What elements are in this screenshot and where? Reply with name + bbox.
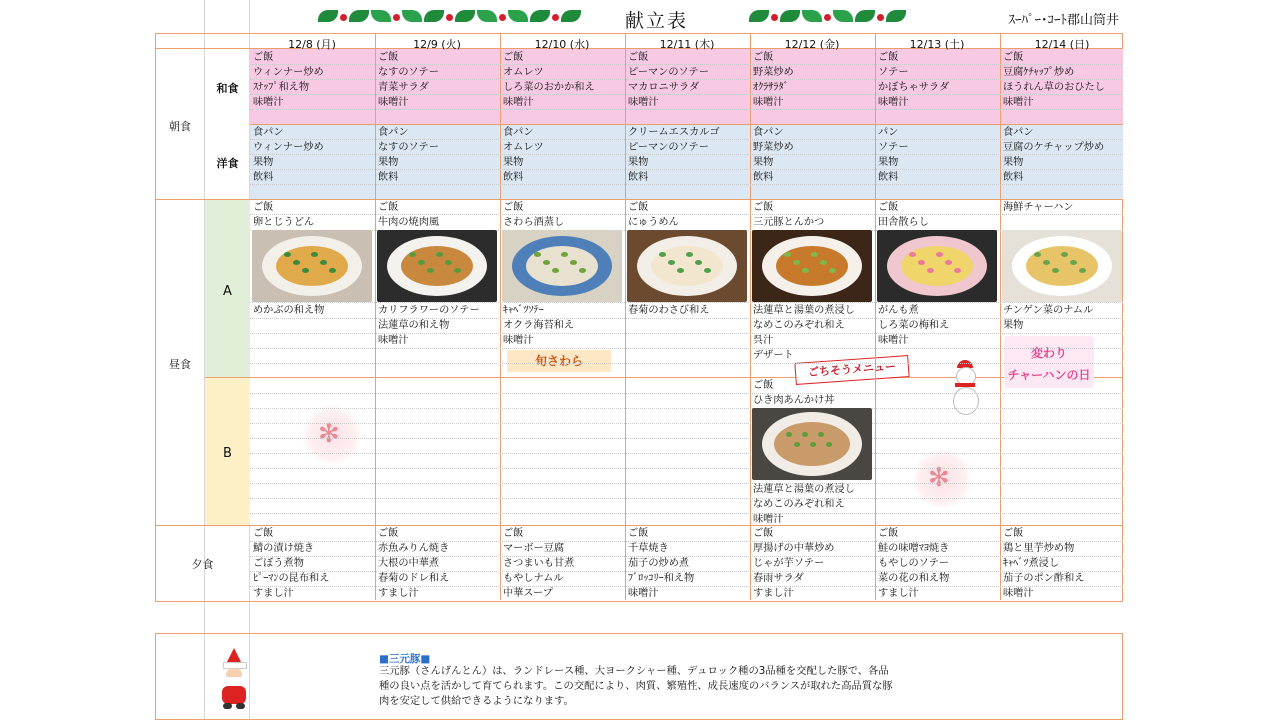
menu-item: ご飯 [878,202,899,213]
menu-item [253,348,373,363]
menu-item [253,333,373,348]
breakfast-wa-cell [628,50,748,110]
type-label-wa: 和食 [216,82,239,95]
type-label-yo: 洋食 [216,157,239,170]
menu-item: 鮭の味噌ﾏﾖ焼き [878,543,950,554]
menu-item: しろ菜の梅和え [878,320,950,331]
ankake-don-photo [752,408,872,480]
menu-item: じゃが芋ソテー [753,558,825,569]
meal-label-dinner: 夕食 [191,558,214,571]
lunch-a-top-cell [878,200,998,230]
menu-item: 飲料 [753,172,774,183]
menu-item: 茄子のポン酢和え [1003,573,1085,584]
lunch-a-top-cell [1003,200,1123,230]
menu-item: 法蓮草の和え物 [378,320,450,331]
menu-item: 法蓮草と湯葉の煮浸し [753,484,855,495]
menu-item: クリームエスカルゴ [628,127,720,138]
lunch-a-bottom-cell [753,303,873,363]
menu-item: ピーマンのソテー [628,142,709,153]
menu-item: ひき肉あんかけ丼 [753,395,835,406]
menu-item: カリフラワーのソテー [378,305,480,316]
menu-item: チンゲン菜のナムル [1003,305,1094,316]
note-line: 種の良い点を活かして育てられます。この交配により、肉質、繁殖性、成長速度のバランスが取れた高品質な豚 [379,680,893,692]
nyumen-photo [627,230,747,302]
menu-item: 飲料 [253,172,274,183]
menu-item: 茄子の炒め煮 [628,558,690,569]
menu-item: 果物 [878,157,899,168]
menu-item: 春菊のドレ和え [378,573,450,584]
breakfast-wa-cell [503,50,623,110]
dinner-cell [628,526,748,601]
menu-item: 千草焼き [628,543,669,554]
date-header: 12/8 (月) [288,38,336,51]
note-heading: ■三元豚■ [379,653,431,665]
menu-item: 田舎散らし [878,217,929,228]
menu-item: 味噌汁 [1003,97,1034,108]
menu-item: 厚揚げの中華炒め [753,543,835,554]
date-header: 12/14 (日) [1034,38,1090,51]
page-title: 献立表 [625,10,689,32]
menu-item: ごぼう煮物 [253,558,304,569]
snowflake-icon: ✻ [912,449,972,509]
menu-item: ｵｸﾗｻﾗﾀﾞ [753,82,789,93]
menu-item: オクラ海苔和え [503,320,575,331]
menu-item: ご飯 [503,52,524,63]
menu-item: マカロニサラダ [628,82,700,93]
menu-item: 味噌汁 [878,97,909,108]
yakiniku-photo [377,230,497,302]
menu-item: 赤魚みりん焼き [378,543,450,554]
menu-item: ｽﾅｯﾌﾟ和え物 [253,82,310,93]
menu-item: ソテー [878,67,909,78]
date-header: 12/9 (火) [413,38,461,51]
dinner-cell [1003,526,1123,601]
menu-item: 味噌汁 [878,335,909,346]
breakfast-wa-cell [1003,50,1123,110]
menu-item: ご飯 [378,202,399,213]
menu-item: しろ菜のおかか和え [503,82,595,93]
menu-item: なめこのみぞれ和え [753,320,845,331]
menu-item: 青菜サラダ [378,82,429,93]
menu-item: ご飯 [753,380,774,391]
menu-item: ご飯 [1003,528,1024,539]
badge-shun-sawara: 旬さわら [507,350,611,372]
menu-item: ご飯 [503,202,524,213]
santa-icon [218,648,250,710]
breakfast-wa-cell [378,50,498,110]
menu-item: ご飯 [378,52,399,63]
lunch-b-fri-top-cell [753,378,873,408]
lunch-a-bottom-cell [1003,303,1123,363]
menu-item: 卵とじうどん [253,217,315,228]
menu-item: にゅうめん [628,217,679,228]
menu-item: すまし汁 [253,588,294,599]
menu-item: 豆腐ｹﾁｬｯﾌﾟ炒め [1003,67,1075,78]
menu-item: ﾌﾞﾛｯｺﾘｰ和え物 [628,573,695,584]
menu-item: ｷｬﾍﾞﾂ煮浸し [1003,558,1060,569]
menu-item: 鯖の漬け焼き [253,543,315,554]
menu-item: 味噌汁 [253,97,284,108]
menu-item: 海鮮チャーハン [1003,202,1074,213]
menu-item: ご飯 [253,202,274,213]
menu-item: 法蓮草と湯葉の煮浸し [753,305,855,316]
menu-item: ご飯 [628,528,649,539]
menu-item: 飲料 [878,172,899,183]
menu-item: ご飯 [878,52,899,63]
menu-item: ピーマンのソテー [628,67,709,78]
menu-item: 果物 [1003,320,1024,331]
menu-item [253,318,373,333]
menu-item: 飲料 [1003,172,1024,183]
menu-item: もやしのソテー [878,558,950,569]
lunch-a-bottom-cell [628,303,748,363]
menu-item: ご飯 [878,528,899,539]
menu-item: 牛肉の焼肉風 [378,217,440,228]
menu-item [628,333,748,348]
menu-item: ご飯 [1003,52,1024,63]
note-body [379,664,893,709]
breakfast-yo-cell [628,125,748,185]
menu-item: 中華スープ [503,588,553,599]
menu-item: 味噌汁 [753,514,784,525]
menu-item: 味噌汁 [628,588,659,599]
breakfast-wa-cell [878,50,998,110]
lunch-a-top-cell [503,200,623,230]
menu-item: 味噌汁 [503,335,534,346]
sawara-photo [502,230,622,302]
dinner-cell [253,526,373,601]
menu-item: ご飯 [628,202,649,213]
menu-item: ウィンナー炒め [253,67,324,78]
menu-item: ご飯 [753,528,774,539]
note-line: 三元豚（さんげんとん）は、ランドレース種、大ヨークシャー種、デュロック種の3品種を交配した豚で、各品 [379,665,889,677]
menu-item: 飲料 [503,172,524,183]
menu-item: 食パン [753,127,784,138]
store-name: ｽｰﾊﾟｰ･ｺｰﾄ郡山筒井 [1008,13,1119,28]
menu-item: 味噌汁 [628,97,659,108]
menu-item [878,348,998,363]
holly-decoration-right [749,6,906,28]
menu-item: 食パン [503,127,534,138]
type-label-a: A [223,284,232,299]
date-header: 12/12 (金) [784,38,840,51]
menu-item: ご飯 [753,52,774,63]
menu-item: すまし汁 [378,588,419,599]
menu-item: 果物 [378,157,399,168]
menu-item: 野菜炒め [753,67,794,78]
lunch-a-top-cell [628,200,748,230]
menu-item: 呉汁 [753,335,774,346]
menu-item [628,348,748,363]
snowflake-icon: ✻ [302,405,362,465]
menu-item: 飲料 [628,172,649,183]
dinner-cell [378,526,498,601]
menu-item: 果物 [753,157,774,168]
menu-item: ウィンナー炒め [253,142,324,153]
menu-item: ご飯 [753,202,774,213]
fried-rice-photo [1002,230,1122,302]
menu-item: 果物 [253,157,274,168]
menu-item: 味噌汁 [503,97,534,108]
lunch-a-bottom-cell [378,303,498,363]
menu-item: ご飯 [253,52,274,63]
lunch-a-top-cell [253,200,373,230]
lunch-a-bottom-cell [878,303,998,363]
menu-item: ご飯 [503,528,524,539]
lunch-a-bottom-cell [503,303,623,363]
menu-item: なすのソテー [378,142,439,153]
menu-item: パン [878,127,899,138]
type-label-b: B [223,446,232,461]
menu-item: めかぶの和え物 [253,305,325,316]
menu-item: ソテー [878,142,909,153]
holly-decoration-left [318,6,581,28]
menu-item [1003,333,1123,348]
breakfast-yo-cell [503,125,623,185]
breakfast-yo-cell [1003,125,1123,185]
date-header: 12/11 (木) [659,38,715,51]
menu-item: なすのソテー [378,67,439,78]
lunch-a-bottom-cell [253,303,373,363]
menu-item: 野菜炒め [753,142,794,153]
menu-item: ご飯 [628,52,649,63]
menu-item: 三元豚とんかつ [753,217,825,228]
menu-item: 食パン [1003,127,1034,138]
menu-sheet [155,0,1123,720]
menu-item: 味噌汁 [378,97,409,108]
menu-item: さつまいも甘煮 [503,558,575,569]
menu-item: 鶏と里芋炒め物 [1003,543,1075,554]
menu-item: 食パン [253,127,284,138]
menu-item: 味噌汁 [378,335,409,346]
menu-item: 果物 [503,157,524,168]
menu-item: 菜の花の和え物 [878,573,950,584]
lunch-a-top-cell [753,200,873,230]
menu-item: がんも煮 [878,305,919,316]
breakfast-yo-cell [878,125,998,185]
menu-item: ｷｬﾍﾞﾂｿﾃｰ [503,305,544,316]
menu-item: 大根の中華煮 [378,558,440,569]
menu-item: 春菊のわさび和え [628,305,710,316]
menu-item: オムレツ [503,67,544,78]
badge-gochiso-menu: ごちそうメニュー [794,355,909,385]
menu-item [628,318,748,333]
dinner-cell [753,526,873,601]
note-line: 肉を安定して供給できるようになります。 [379,695,574,707]
breakfast-yo-cell [378,125,498,185]
menu-item: デザート [753,350,794,361]
breakfast-yo-cell [253,125,373,185]
menu-item: さわら酒蒸し [503,217,565,228]
menu-item: ほうれん草のおひたし [1003,82,1105,93]
tonkatsu-photo [752,230,872,302]
lunch-a-top-cell [378,200,498,230]
menu-item: ご飯 [253,528,274,539]
dinner-cell [503,526,623,601]
menu-item [503,348,623,363]
date-header: 12/13 (土) [909,38,965,51]
breakfast-wa-cell [253,50,373,110]
menu-item: 飲料 [378,172,399,183]
menu-item: なめこのみぞれ和え [753,499,845,510]
lunch-b-fri-bottom-cell [753,482,873,527]
menu-item [1003,348,1123,363]
menu-item: 果物 [628,157,649,168]
menu-item: ﾋﾟｰﾏﾝの昆布和え [253,573,330,584]
menu-item: もやしナムル [503,573,564,584]
breakfast-yo-cell [753,125,873,185]
menu-item: すまし汁 [878,588,919,599]
udon-photo [252,230,372,302]
dinner-cell [878,526,998,601]
menu-item: 食パン [378,127,409,138]
meal-label-breakfast: 朝食 [169,120,191,133]
chirashi-photo [877,230,997,302]
menu-item: 春雨サラダ [753,573,804,584]
menu-item: 果物 [1003,157,1024,168]
menu-item: 味噌汁 [753,97,784,108]
date-header: 12/10 (水) [534,38,590,51]
badge-kawari-line2: チャーハンの日 [1007,368,1091,382]
badge-kawari-line1: 変わり [1030,346,1067,360]
menu-item: 味噌汁 [1003,588,1034,599]
menu-item: 豆腐のケチャップ炒め [1003,142,1105,153]
menu-item [378,348,498,363]
menu-item [1003,215,1123,230]
menu-item: かぼちゃサラダ [878,82,950,93]
menu-item: すまし汁 [753,588,794,599]
menu-item: マーボー豆腐 [503,543,565,554]
menu-item: ご飯 [378,528,399,539]
breakfast-wa-cell [753,50,873,110]
menu-item: オムレツ [503,142,544,153]
meal-label-lunch: 昼食 [169,358,191,371]
